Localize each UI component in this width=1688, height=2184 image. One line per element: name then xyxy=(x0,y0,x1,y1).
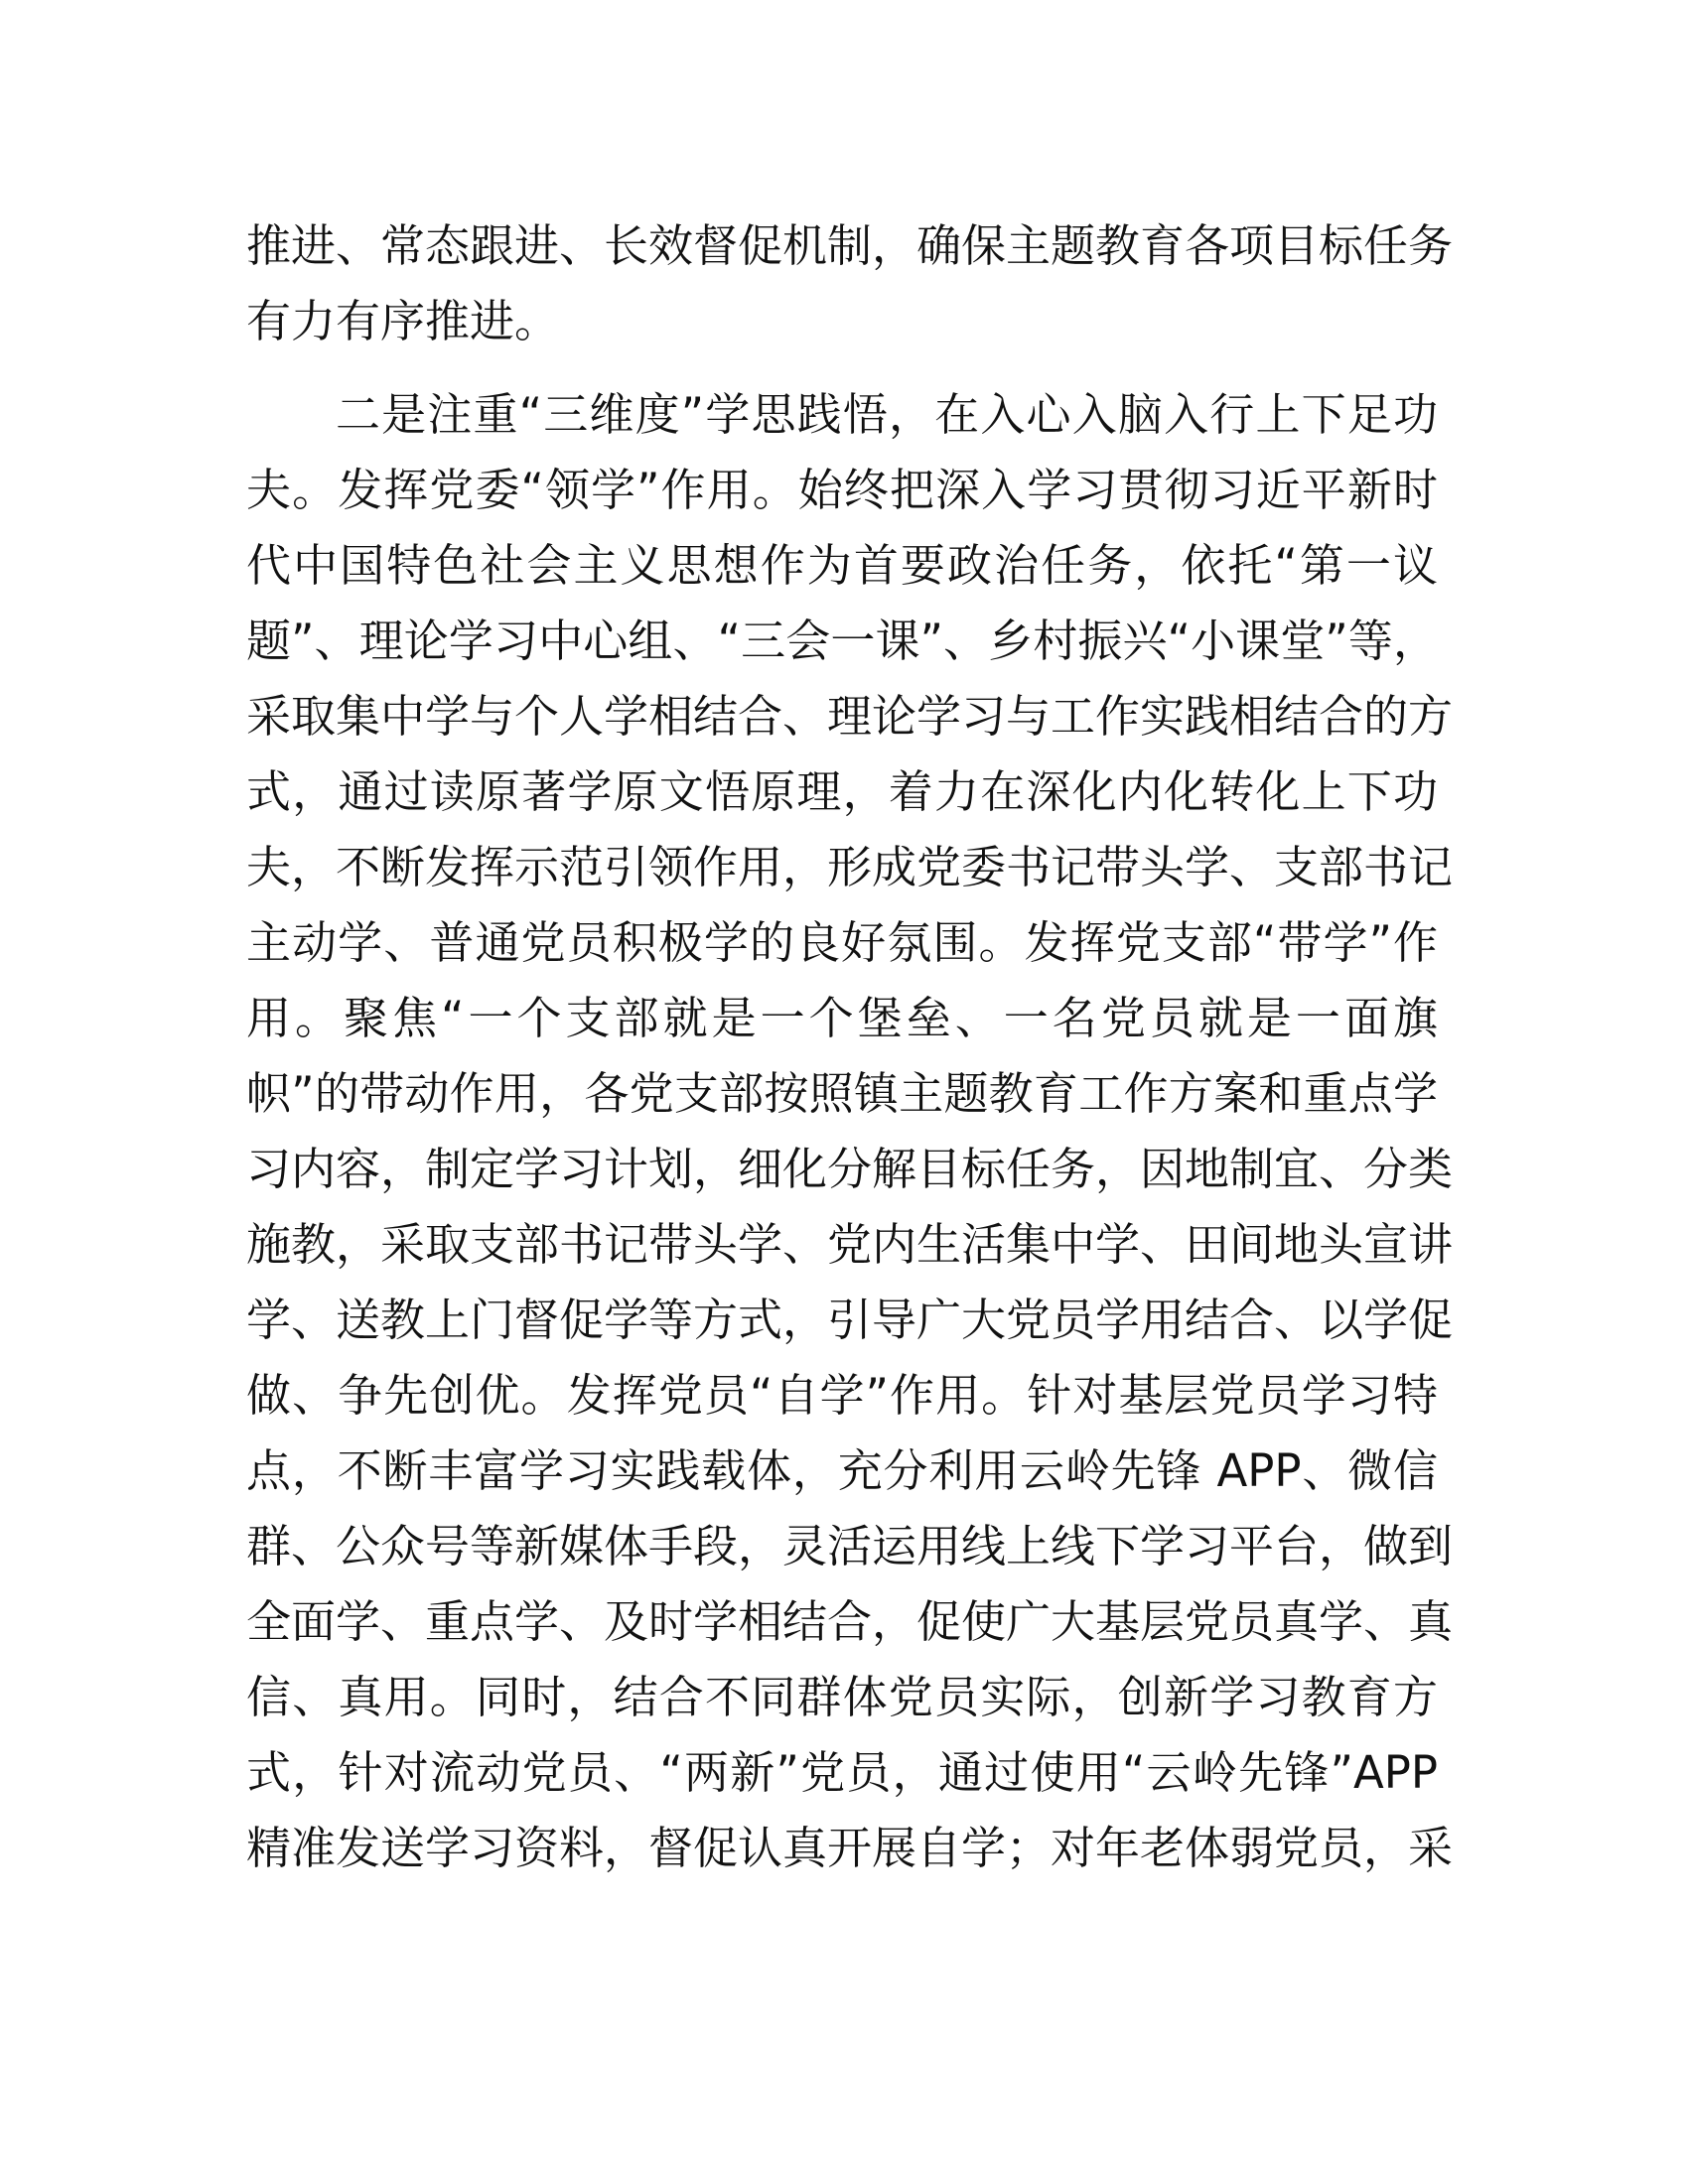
paragraph xyxy=(246,377,1454,1886)
text-line: 题”、理论学习中心组、“三会一课”、乡村振兴“小课堂”等， xyxy=(246,614,1438,667)
text-line: 帜”的带动作用，各党支部按照镇主题教育工作方案和重点学 xyxy=(246,1067,1438,1120)
text-line: 式，通过读原著学原文悟原理，着力在深化内化转化上下功 xyxy=(246,765,1438,818)
text-line: 式，针对流动党员、“两新”党员，通过使用“云岭先锋”APP xyxy=(246,1746,1438,1799)
text-line: 夫，不断发挥示范引领作用，形成党委书记带头学、支部书记 xyxy=(246,841,1454,893)
text-line: 精准发送学习资料，督促认真开展自学；对年老体弱党员，采 xyxy=(246,1822,1454,1874)
text-line: 做、争先创优。发挥党员“自学”作用。针对基层党员学习特 xyxy=(246,1369,1438,1422)
text-line: 采取集中学与个人学相结合、理论学习与工作实践相结合的方 xyxy=(246,690,1454,743)
text-line: 全面学、重点学、及时学相结合，促使广大基层党员真学、真 xyxy=(246,1595,1454,1648)
text-line: 二是注重“三维度”学思践悟，在入心入脑入行上下足功 xyxy=(336,388,1438,441)
text-line: 群、公众号等新媒体手段，灵活运用线上线下学习平台，做到 xyxy=(246,1520,1454,1572)
text-line: 学、送教上门督促学等方式，引导广大党员学用结合、以学促 xyxy=(246,1294,1454,1346)
text-line: 主动学、普通党员积极学的良好氛围。发挥党支部“带学”作 xyxy=(246,916,1438,969)
paragraph xyxy=(246,208,1454,359)
text-line: 用。聚焦“一个支部就是一个堡垒、一名党员就是一面旗 xyxy=(246,992,1438,1044)
text-line: 信、真用。同时，结合不同群体党员实际，创新学习教育方 xyxy=(246,1671,1438,1723)
text-line: 施教，采取支部书记带头学、党内生活集中学、田间地头宣讲 xyxy=(246,1218,1454,1271)
text-line: 代中国特色社会主义思想作为首要政治任务，依托“第一议 xyxy=(246,539,1438,592)
document-body xyxy=(246,208,1454,1886)
text-line: 点，不断丰富学习实践载体，充分利用云岭先锋 APP、微信 xyxy=(246,1444,1438,1497)
text-line: 夫。发挥党委“领学”作用。始终把深入学习贯彻习近平新时 xyxy=(246,464,1438,516)
text-line: 有力有序推进。 xyxy=(246,295,560,347)
text-line: 推进、常态跟进、长效督促机制，确保主题教育各项目标任务 xyxy=(246,219,1454,272)
text-line: 习内容，制定学习计划，细化分解目标任务，因地制宜、分类 xyxy=(246,1143,1454,1195)
paragraph-spacing xyxy=(246,359,1438,377)
